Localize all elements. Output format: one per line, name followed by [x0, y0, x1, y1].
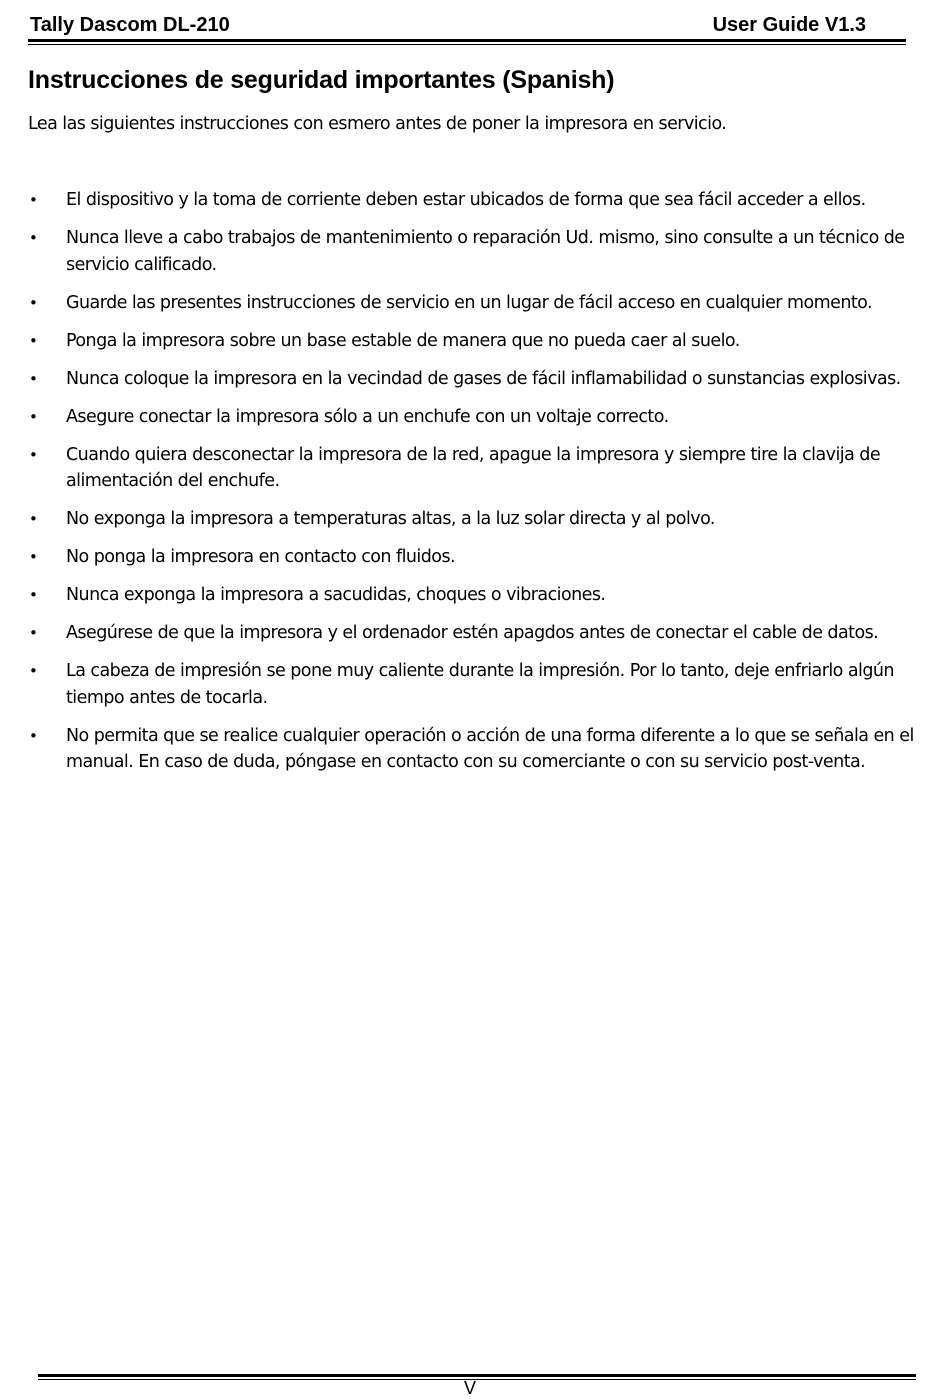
bullet-icon: • [29, 331, 38, 350]
list-item [28, 620, 918, 647]
list-item [28, 442, 918, 495]
list-item-text: Nunca lleve a cabo trabajos de mantenimiento o reparación Ud. mismo, sino consulte a un técnico de servicio calificado. [66, 228, 905, 275]
bullet-icon: • [29, 369, 38, 388]
page-title: Instrucciones de seguridad importantes (Spanish) [28, 66, 615, 94]
bullet-icon: • [29, 191, 38, 209]
header-rule-thin [28, 44, 906, 45]
list-item [28, 187, 918, 214]
bullet-icon: • [29, 407, 38, 426]
list-item-text: Asegúrese de que la impresora y el ordenador estén apagdos antes de conectar el cable de datos. [66, 623, 879, 643]
list-item-text: Nunca exponga la impresora a sacudidas, choques o vibraciones. [66, 585, 606, 605]
list-item-text: Cuando quiera desconectar la impresora de la red, apague la impresora y siempre tire la clavija de alimentación del enchufe. [66, 444, 881, 491]
bullet-icon: • [29, 662, 38, 680]
list-item-text: Ponga la impresora sobre un base estable de manera que no pueda caer al suelo. [66, 330, 740, 351]
header-guide-version: User Guide V1.3 [712, 14, 866, 36]
page-header [28, 12, 908, 40]
bullet-icon: • [29, 548, 38, 566]
list-item-text: No permita que se realice cualquier operación o acción de una forma diferente a lo que se señala en el manual. En caso de duda, póngase en contacto con su comerciante o con su servicio post-venta. [66, 725, 914, 772]
header-rule-thick [28, 39, 906, 42]
list-item-text: Nunca coloque la impresora en la vecindad de gases de fácil inflamabilidad o sunstancias explosivas. [66, 368, 901, 389]
bullet-icon: • [29, 293, 38, 312]
list-item [28, 225, 918, 278]
page-number: V [464, 1378, 477, 1398]
intro-text: Lea las siguientes instrucciones con esmero antes de poner la impresora en servicio. [28, 114, 727, 134]
list-item [28, 582, 918, 609]
list-item [28, 404, 918, 431]
list-item [28, 723, 918, 776]
list-item-text: Guarde las presentes instrucciones de servicio en un lugar de fácil acceso en cualquier momento. [66, 292, 873, 313]
safety-instructions-list [28, 187, 918, 787]
bullet-icon: • [29, 510, 38, 528]
list-item [28, 366, 918, 393]
list-item [28, 544, 918, 571]
footer-rule-thick [38, 1374, 916, 1377]
list-item-text: El dispositivo y la toma de corriente deben estar ubicados de forma que sea fácil acceder a ellos. [66, 190, 866, 210]
list-item [28, 328, 918, 355]
bullet-icon: • [29, 586, 38, 604]
bullet-icon: • [29, 726, 38, 745]
list-item-text: No exponga la impresora a temperaturas altas, a la luz solar directa y al polvo. [66, 509, 715, 529]
list-item [28, 290, 918, 317]
bullet-icon: • [29, 229, 38, 247]
footer-rule-thin [38, 1379, 916, 1380]
list-item-text: Asegure conectar la impresora sólo a un enchufe con un voltaje correcto. [66, 406, 669, 427]
header-product-name: Tally Dascom DL-210 [30, 14, 230, 36]
list-item [28, 658, 918, 711]
list-item-text: La cabeza de impresión se pone muy caliente durante la impresión. Por lo tanto, deje enfriarlo algún tiempo antes de tocarla. [66, 661, 894, 708]
list-item-text: No ponga la impresora en contacto con fluidos. [66, 547, 456, 567]
bullet-icon: • [29, 624, 38, 642]
list-item [28, 506, 918, 533]
bullet-icon: • [29, 445, 38, 464]
